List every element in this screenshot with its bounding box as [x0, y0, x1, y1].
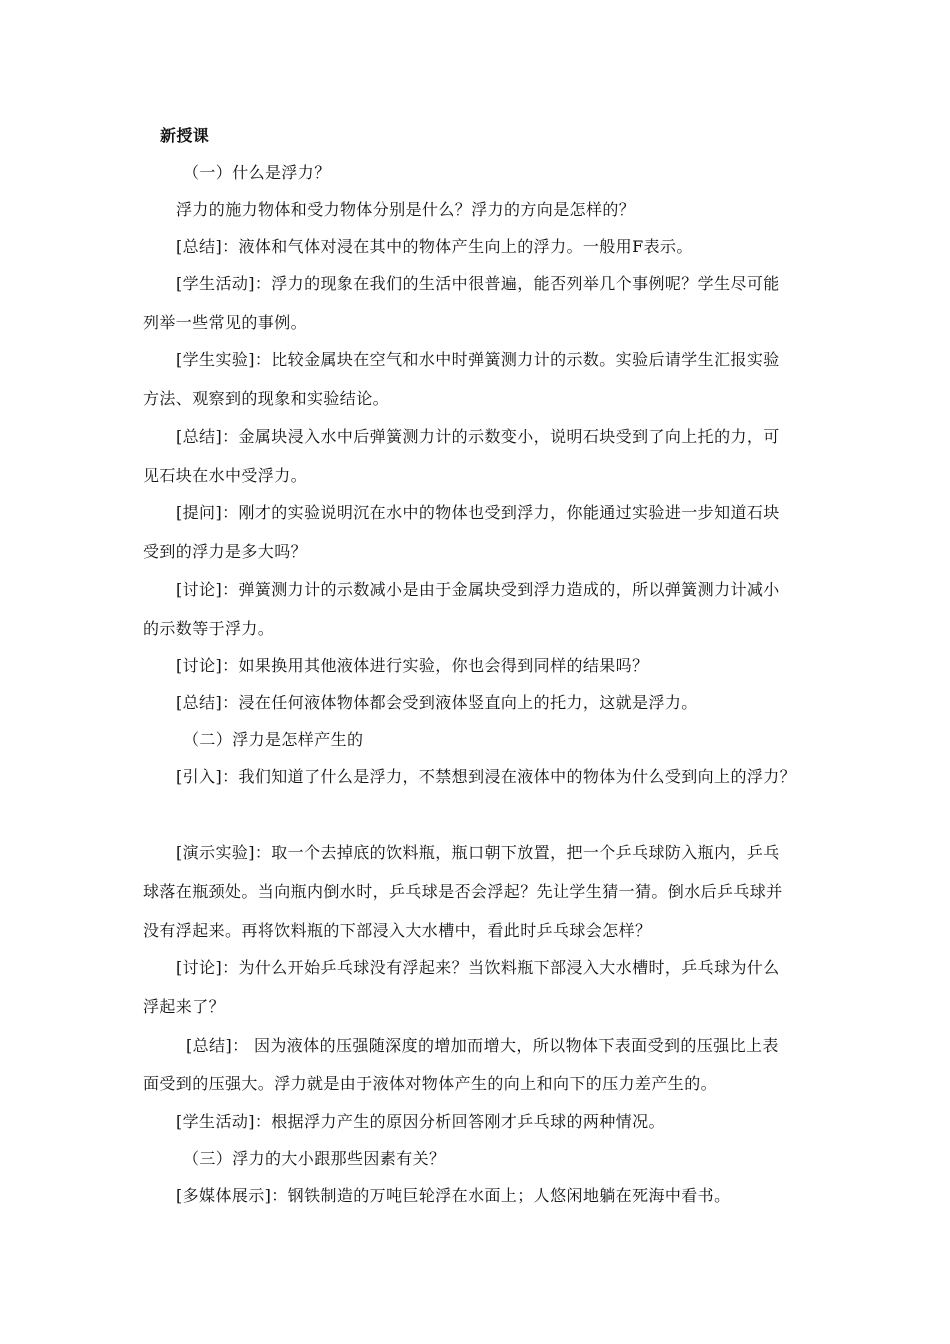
paragraph-line: 的示数等于浮力。	[143, 619, 275, 638]
paragraph-line: [总结]：液体和气体对浸在其中的物体产生向上的浮力。一般用F表示。	[176, 237, 693, 256]
paragraph-line: [总结]： 因为液体的压强随深度的增加而增大，所以物体下表面受到的压强比上表	[186, 1036, 779, 1055]
heading: 新授课	[160, 126, 210, 145]
section-heading: （一）什么是浮力？	[183, 163, 331, 182]
paragraph-line: 浮力的施力物体和受力物体分别是什么？浮力的方向是怎样的？	[176, 200, 636, 219]
section-heading: （二）浮力是怎样产生的	[183, 730, 364, 749]
paragraph-line: [提问]：刚才的实验说明沉在水中的物体也受到浮力，你能通过实验进一步知道石块	[176, 503, 780, 522]
paragraph-line: 列举一些常见的事例。	[143, 313, 308, 332]
paragraph-line: [讨论]：为什么开始乒乓球没有浮起来？当饮料瓶下部浸入大水槽时，乒乓球为什么	[176, 958, 780, 977]
paragraph-line: 浮起来了？	[143, 997, 226, 1016]
paragraph-line: [总结]：浸在任何液体物体都会受到液体竖直向上的托力，这就是浮力。	[176, 693, 698, 712]
paragraph-line: 受到的浮力是多大吗？	[143, 542, 308, 561]
paragraph-line: 没有浮起来。再将饮料瓶的下部浸入大水槽中，看此时乒乓球会怎样？	[143, 921, 652, 940]
paragraph-line: [学生实验]：比较金属块在空气和水中时弹簧测力计的示数。实验后请学生汇报实验	[176, 350, 780, 369]
paragraph-line: 方法、观察到的现象和实验结论。	[143, 389, 390, 408]
paragraph-line: [讨论]：如果换用其他液体进行实验，你也会得到同样的结果吗？	[176, 656, 649, 675]
paragraph-line: [讨论]：弹簧测力计的示数减小是由于金属块受到浮力造成的，所以弹簧测力计减小	[176, 580, 780, 599]
paragraph-line: 见石块在水中受浮力。	[143, 466, 308, 485]
paragraph-line: 球落在瓶颈处。当向瓶内倒水时，乒乓球是否会浮起？先让学生猜一猜。倒水后乒乓球并	[143, 882, 783, 901]
paragraph-line: 面受到的压强大。浮力就是由于液体对物体产生的向上和向下的压力差产生的。	[143, 1074, 718, 1093]
paragraph-line: [总结]：金属块浸入水中后弹簧测力计的示数变小，说明石块受到了向上托的力，可	[176, 427, 780, 446]
section-heading: （三）浮力的大小跟那些因素有关？	[183, 1149, 446, 1168]
paragraph-line: [引入]：我们知道了什么是浮力，不禁想到浸在液体中的物体为什么受到向上的浮力？	[176, 767, 797, 786]
paragraph-line: [学生活动]：根据浮力产生的原因分析回答刚才乒乓球的两种情况。	[176, 1112, 665, 1131]
paragraph-line: [多媒体展示]：钢铁制造的万吨巨轮浮在水面上；人悠闲地躺在死海中看书。	[176, 1186, 731, 1205]
paragraph-line: [演示实验]：取一个去掉底的饮料瓶，瓶口朝下放置，把一个乒乓球防入瓶内，乒乓	[176, 843, 780, 862]
paragraph-line: [学生活动]：浮力的现象在我们的生活中很普遍，能否列举几个事例呢？学生尽可能	[176, 274, 780, 293]
